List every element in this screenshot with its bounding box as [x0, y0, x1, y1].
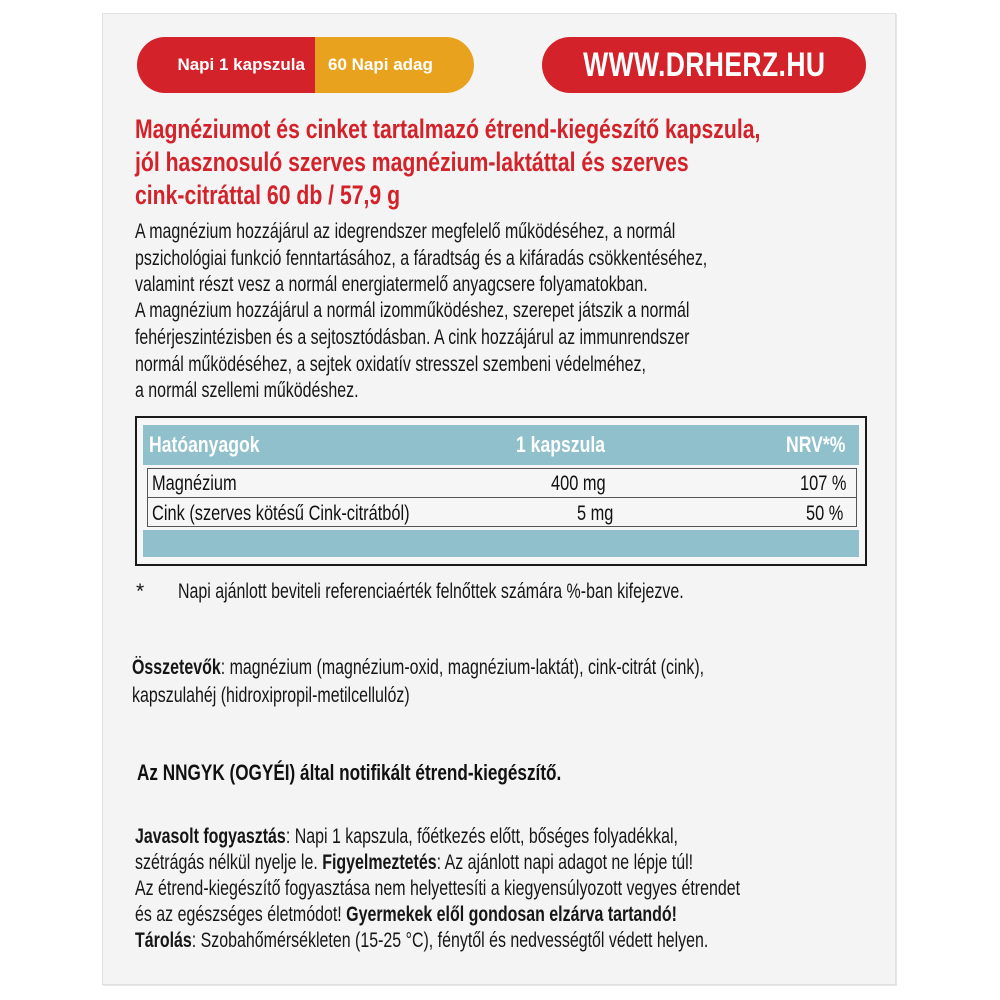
description-line: a normál szellemi működéshez.	[135, 379, 359, 402]
website-link[interactable]: WWW.DRHERZ.HU	[582, 45, 826, 84]
table-footer-band	[143, 530, 859, 557]
header-active-ingredients: Hatóanyagok	[149, 432, 260, 457]
children-warning: Gyermekek elől gondosan elzárva tartandó!	[346, 903, 677, 926]
dose-badge-group	[137, 37, 474, 93]
storage-sep: :	[191, 929, 197, 952]
row-amount: 400 mg	[551, 472, 606, 495]
usage-line-4	[135, 903, 677, 927]
website-badge[interactable]	[542, 37, 866, 93]
row-name: Cink (szerves kötésű Cink-citrátból)	[152, 502, 410, 525]
description-line: A magnézium hozzájárul a normál izomműködéshez, szerepet játszik a normál	[135, 299, 690, 322]
footnote-marker: *	[136, 580, 145, 603]
usage-text-4: és az egészséges életmódot!	[135, 903, 347, 926]
header-per-capsule: 1 kapszula	[516, 432, 606, 457]
usage-line-2	[135, 851, 693, 875]
storage-text: Szobahőmérsékleten (15-25 °C), fénytől és nedvességtől védett helyen.	[196, 929, 709, 952]
ingredients-line-1	[132, 656, 704, 680]
usage-sep: :	[285, 825, 291, 848]
product-title-line-3: cink-citráttal 60 db / 57,9 g	[135, 180, 401, 210]
usage-line-1	[135, 825, 678, 849]
warning-text: Az ajánlott napi adagot ne lépje túl!	[441, 851, 694, 874]
storage-label: Tárolás	[135, 929, 192, 952]
row-nrv: 50 %	[806, 502, 844, 525]
usage-text: Napi 1 kapszula, főétkezés előtt, bőséges folyadékkal,	[290, 825, 678, 848]
daily-dose-text: Napi 1 kapszula	[177, 55, 305, 74]
ingredients-label: Összetevők	[132, 656, 221, 679]
ingredients-line-2: kapszulahéj (hidroxipropil-metilcellulóz)	[132, 684, 410, 707]
product-title-line-1: Magnéziumot és cinket tartalmazó étrend-kiegészítő kapszula,	[135, 114, 761, 144]
description-line: A magnézium hozzájárul az idegrendszer megfelelő működéséhez, a normál	[135, 220, 676, 243]
servings-text: 60 Napi adag	[328, 55, 433, 74]
description-line: normál működéséhez, a sejtek oxidatív stresszel szembeni védelméhez,	[135, 353, 646, 376]
row-name: Magnézium	[152, 472, 237, 495]
description-line: fehérjeszintézisben és a sejtosztódásban. A cink hozzájárul az immunrendszer	[135, 326, 690, 349]
servings-badge	[315, 37, 474, 93]
notification-notice: Az NNGYK (OGYÉI) által notifikált étrend-kiegészítő.	[137, 760, 562, 785]
table-row	[147, 468, 857, 498]
description-line: pszichológiai funkció fenntartásához, a fáradtság és a kifáradás csökkentéséhez,	[135, 247, 708, 270]
usage-label: Javasolt fogyasztás	[135, 825, 286, 848]
warning-sep: :	[436, 851, 442, 874]
row-nrv: 107 %	[800, 472, 847, 495]
usage-line-3: Az étrend-kiegészítő fogyasztása nem helyettesíti a kiegyensúlyozott vegyes étrendet	[135, 877, 741, 900]
ingredients-sep: :	[220, 656, 226, 679]
daily-dose-badge	[137, 37, 315, 93]
storage-line	[135, 929, 708, 953]
ingredients-text: magnézium (magnézium-oxid, magnézium-laktát), cink-citrát (cink),	[225, 656, 705, 679]
row-amount: 5 mg	[577, 502, 614, 525]
footnote-text: Napi ajánlott beviteli referenciaérték felnőttek számára %-ban kifejezve.	[178, 580, 684, 603]
usage-text-2: szétrágás nélkül nyelje le.	[135, 851, 323, 874]
header-nrv: NRV*%	[786, 432, 846, 457]
product-title-line-2: jól hasznosuló szerves magnézium-laktáttal és szerves	[135, 147, 689, 177]
description-line: valamint részt vesz a normál energiatermelő anyagcsere folyamatokban.	[135, 273, 648, 296]
warning-label: Figyelmeztetés	[322, 851, 437, 874]
